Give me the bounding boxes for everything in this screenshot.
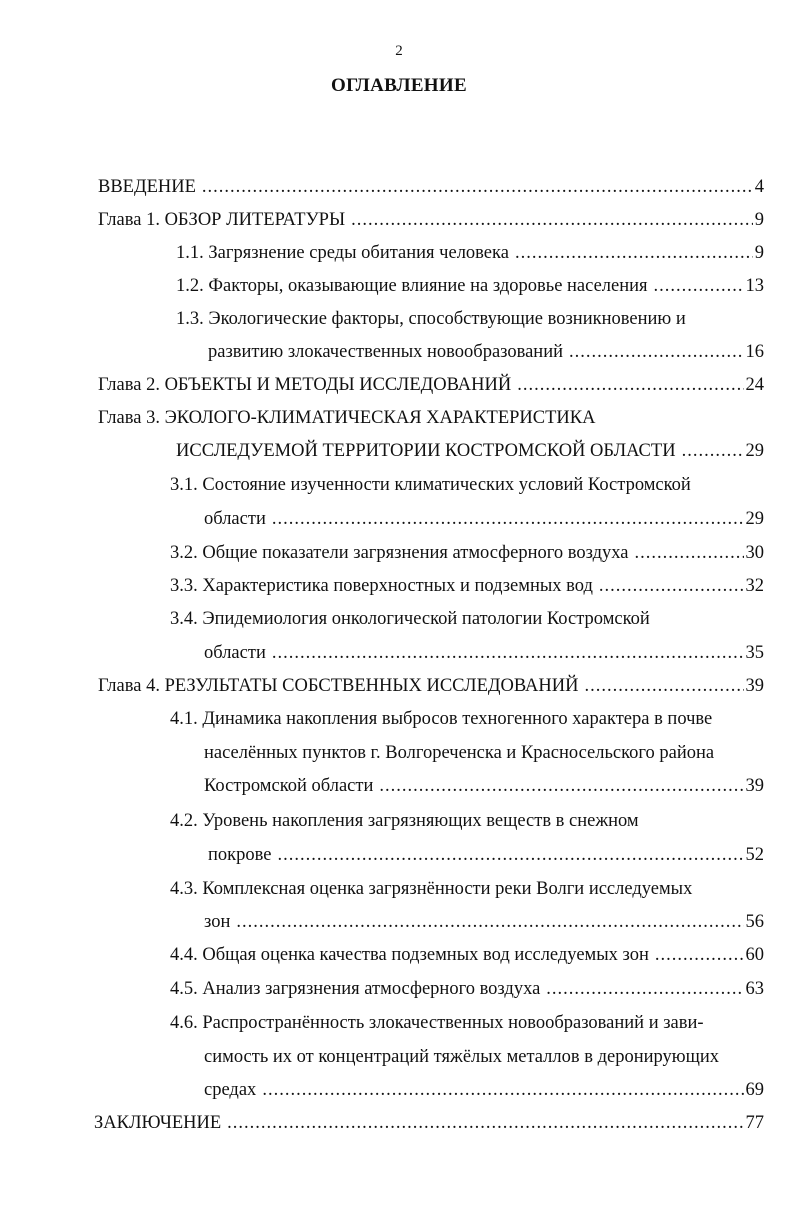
toc-entry-page: 9 [754,210,764,230]
toc-entry-text: 3.3. Характеристика поверхностных и подземных вод [170,576,593,596]
toc-leader-dots [236,909,743,935]
toc-leader-dots [517,372,743,398]
toc-entry-chapter-4[interactable] [98,673,764,699]
toc-leader-dots [682,438,744,464]
toc-entry-section-1-3[interactable] [176,306,686,332]
toc-entry-text: 1.1. Загрязнение среды обитания человека [176,243,509,263]
toc-entry-section-4-6-continued[interactable] [204,1044,719,1070]
toc-entry-text: ВВЕДЕНИЕ [98,177,196,197]
toc-entry-page: 63 [745,979,764,999]
toc-entry-page: 52 [745,845,764,865]
toc-entry-chapter-1[interactable] [98,207,764,233]
toc-entry-text: Глава 3. ЭКОЛОГО-КЛИМАТИЧЕСКАЯ ХАРАКТЕРИСТИКА [98,408,596,428]
toc-entry-text: симость их от концентраций тяжёлых металлов в деронирующих [204,1047,720,1067]
toc-entry-text: 4.3. Комплексная оценка загрязнённости реки Волги исследуемых [170,879,693,899]
toc-leader-dots [262,1077,743,1103]
toc-entry-text: Глава 4. РЕЗУЛЬТАТЫ СОБСТВЕННЫХ ИССЛЕДОВАНИЙ [98,676,579,696]
toc-entry-section-1-2[interactable] [176,273,764,299]
toc-entry-section-4-6-end[interactable] [204,1077,764,1103]
toc-leader-dots [655,942,744,968]
toc-entry-chapter-3-continued[interactable] [176,438,764,464]
toc-entry-text: 4.4. Общая оценка качества подземных вод исследуемых зон [170,945,649,965]
toc-entry-section-3-4-continued[interactable] [204,640,764,666]
toc-entry-page: 9 [754,243,764,263]
toc-entry-text: Глава 2. ОБЪЕКТЫ И МЕТОДЫ ИССЛЕДОВАНИЙ [98,375,512,395]
toc-entry-page: 56 [745,912,764,932]
toc-entry-page: 32 [745,576,764,596]
toc-leader-dots [569,339,743,365]
toc-leader-dots [227,1110,743,1136]
toc-entry-text: зон [204,912,231,932]
toc-leader-dots [515,240,753,266]
toc-entry-chapter-3[interactable] [98,405,595,431]
toc-entry-section-3-2[interactable] [170,540,764,566]
toc-entry-text: области [204,509,266,529]
toc-entry-section-1-3-continued[interactable] [208,339,764,365]
toc-entry-section-4-3-continued[interactable] [204,909,764,935]
toc-entry-chapter-2[interactable] [98,372,764,398]
toc-entry-section-3-1-continued[interactable] [204,506,764,532]
toc-entry-text: 3.4. Эпидемиология онкологической патологии Костромской [170,609,650,629]
toc-entry-introduction[interactable] [98,174,764,200]
toc-leader-dots [351,207,753,233]
toc-entry-text: 4.1. Динамика накопления выбросов техногенного характера в почве [170,709,713,729]
toc-entry-text: 3.2. Общие показатели загрязнения атмосферного воздуха [170,543,629,563]
toc-entry-page: 35 [745,643,764,663]
toc-entry-section-4-3[interactable] [170,876,692,902]
toc-entry-text: 1.3. Экологические факторы, способствующие возникновению и [176,309,686,329]
toc-entry-text: Глава 1. ОБЗОР ЛИТЕРАТУРЫ [98,210,346,230]
toc-entry-text: развитию злокачественных новообразований [208,342,564,362]
toc-entry-text: 4.5. Анализ загрязнения атмосферного воздуха [170,979,541,999]
toc-entry-page: 39 [745,676,764,696]
toc-entry-page: 29 [745,509,764,529]
toc-entry-text: области [204,643,266,663]
toc-entry-text: населённых пунктов г. Волгореченска и Красносельского района [204,743,715,763]
toc-leader-dots [202,174,753,200]
toc-entry-page: 30 [745,543,764,563]
toc-entry-page: 16 [745,342,764,362]
toc-entry-page: 60 [745,945,764,965]
toc-entry-section-3-3[interactable] [170,573,764,599]
toc-entry-text: 3.1. Состояние изученности климатических условий Костромской [170,475,691,495]
toc-entry-text: Костромской области [204,776,374,796]
toc-entry-page: 77 [745,1113,764,1133]
toc-entry-text: 1.2. Факторы, оказывающие влияние на здоровье населения [176,276,648,296]
toc-entry-page: 29 [745,441,764,461]
toc-entry-text: покрове [208,845,272,865]
toc-entry-text: 4.6. Распространённость злокачественных новообразований и зави- [170,1013,704,1033]
toc-entry-section-4-2-continued[interactable] [208,842,764,868]
page-number: 2 [395,43,403,59]
toc-entry-text: ИССЛЕДУЕМОЙ ТЕРРИТОРИИ КОСТРОМСКОЙ ОБЛАСТИ [176,441,676,461]
toc-entry-section-4-1[interactable] [170,706,712,732]
toc-entry-text: ЗАКЛЮЧЕНИЕ [94,1113,222,1133]
toc-leader-dots [585,673,744,699]
toc-leader-dots [546,976,743,1002]
toc-entry-page: 39 [745,776,764,796]
toc-entry-section-3-4[interactable] [170,606,650,632]
toc-leader-dots [272,640,744,666]
toc-leader-dots [654,273,744,299]
toc-entry-conclusion[interactable] [94,1110,764,1136]
toc-leader-dots [379,773,743,799]
toc-entry-section-4-1-continued[interactable] [204,740,714,766]
toc-entry-text: 4.2. Уровень накопления загрязняющих веществ в снежном [170,811,639,831]
toc-entry-section-4-5[interactable] [170,976,764,1002]
toc-entry-section-3-1[interactable] [170,472,691,498]
toc-entry-section-4-4[interactable] [170,942,764,968]
toc-entry-page: 4 [754,177,764,197]
toc-leader-dots [635,540,744,566]
toc-entry-section-4-1-end[interactable] [204,773,764,799]
toc-leader-dots [277,842,743,868]
page-title: ОГЛАВЛЕНИЕ [331,75,467,96]
toc-leader-dots [599,573,744,599]
toc-leader-dots [272,506,744,532]
toc-entry-section-4-2[interactable] [170,808,639,834]
toc-entry-text: средах [204,1080,257,1100]
toc-entry-section-1-1[interactable] [176,240,764,266]
toc-entry-page: 13 [745,276,764,296]
toc-entry-page: 24 [745,375,764,395]
toc-entry-section-4-6[interactable] [170,1010,704,1036]
toc-entry-page: 69 [745,1080,764,1100]
